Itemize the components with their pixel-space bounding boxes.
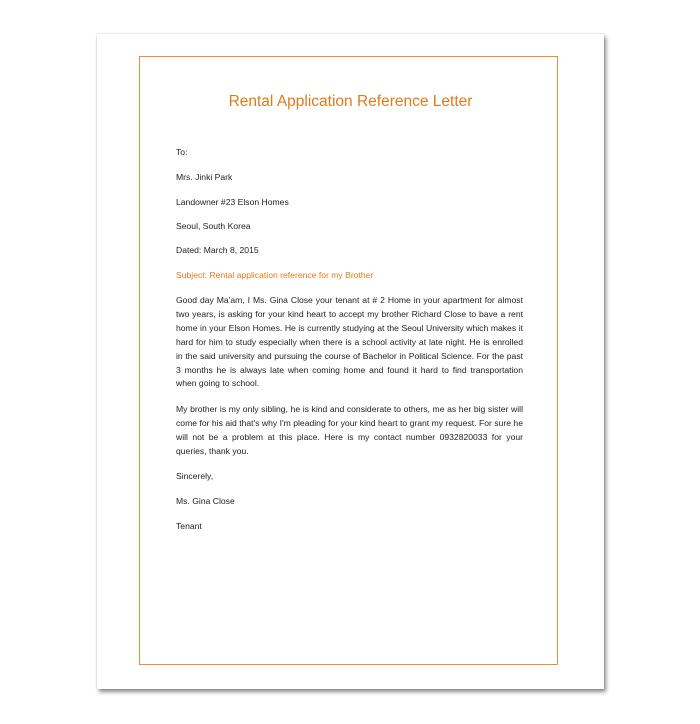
sender-name: Ms. Gina Close xyxy=(176,496,235,506)
recipient-location: Seoul, South Korea xyxy=(176,221,251,231)
letter-date: Dated: March 8, 2015 xyxy=(176,245,259,255)
letter-subject: Subject: Rental application reference for my Brother xyxy=(176,270,374,280)
closing: Sincerely, xyxy=(176,471,214,481)
to-label: To: xyxy=(176,147,188,157)
recipient-name: Mrs. Jinki Park xyxy=(176,172,233,182)
recipient-title: Landowner #23 Elson Homes xyxy=(176,197,289,207)
sender-title: Tenant xyxy=(176,521,202,531)
letter-title: Rental Application Reference Letter xyxy=(228,93,473,110)
document-page xyxy=(97,34,604,689)
body-paragraph-1: Good day Ma'am, I Ms. Gina Close your tenant at # 2 Home in your apartment for almost two years, is asking for your kind heart to accept my brother Richard Close to bave a rent home in your Elson Homes. He is currently studying at the Seoul University which makes it hard for him to study especially when there is a school activity at late night. He is enrolled in the said university and pursuing the course of Bachelor in Political Science. For the past 3 months he is always late when coming home and found it hard to find transportation when going to school. xyxy=(176,295,523,389)
body-paragraph-2: My brother is my only sibling, he is kind and considerate to others, me as her big sister will come for his aid that's why I'm pleading for your kind heart to grant my request. For sure he will not be a problem at this place. Here is my contact number 0932820033 for your queries, thank you. xyxy=(176,404,523,456)
